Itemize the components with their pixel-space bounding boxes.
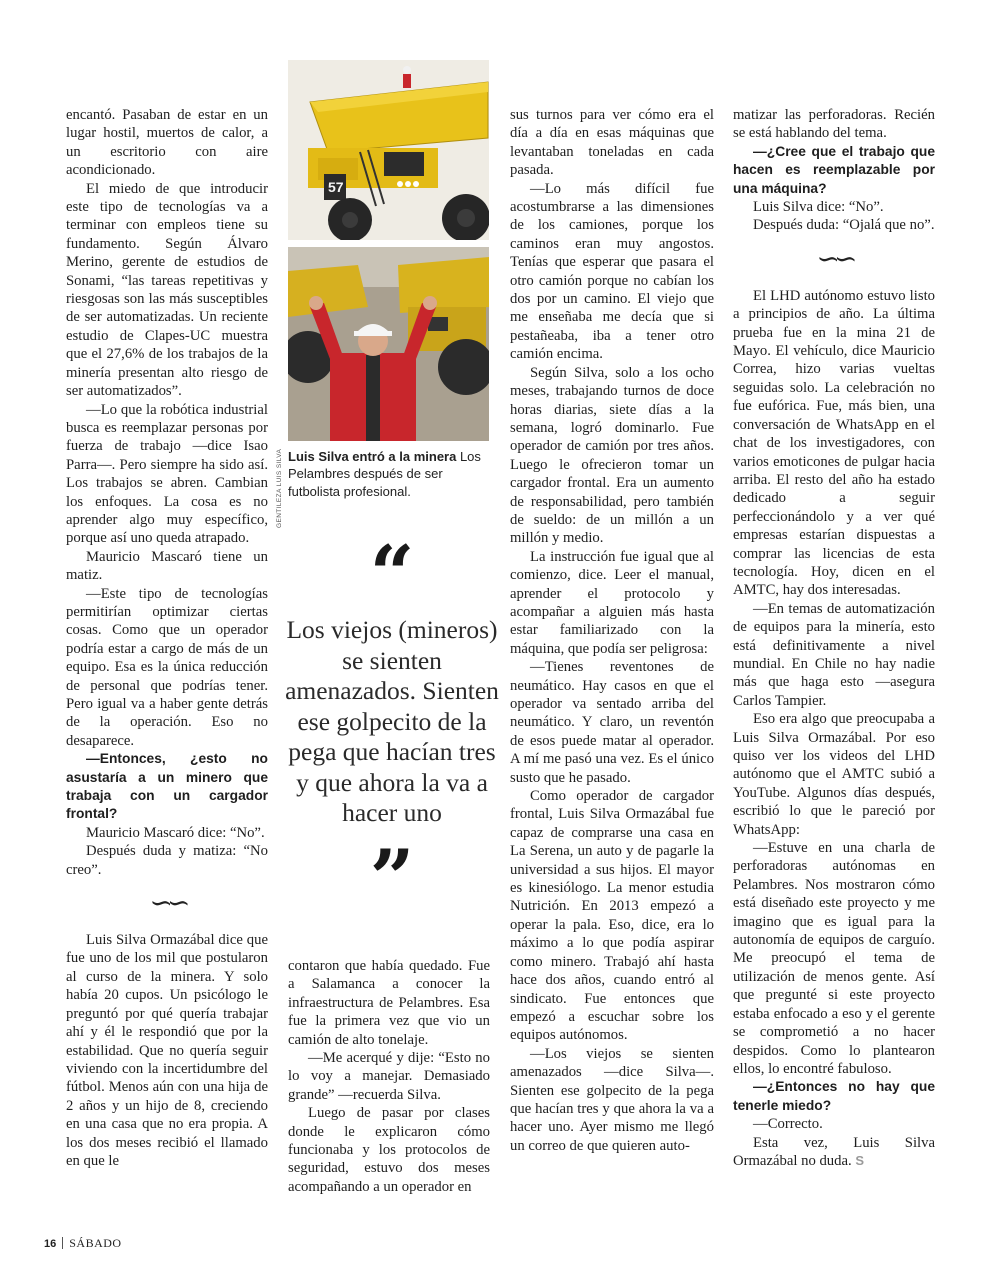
magazine-name: SÁBADO [69,1236,122,1250]
paragraph: Luis Silva Ormazábal dice que fue uno de los mil que postularon al curso de la minera. Y solo había 20 cupos. Un psicólogo le preguntó por qué quería trabajar ahí y él le respondió que por la estabilidad. Que no quería seguir viviendo con la incertidumbre del fútbol. Menos aún con una hija de 2 años y un hijo de 8, creciendo en una casa que no era propia. A los dos meses recibió el llamado en que le [66,932,268,1169]
paragraph: La instrucción fue igual que al comienzo, dice. Leer el manual, aprender el protocolo y acompañar a alguien más hasta estar familiarizado con la máquina, que podía ser peligrosa: [510,548,714,657]
paragraph: —Tienes reventones de neumático. Hay casos en que el operador va sentado arriba del neumático. Y claro, un reventón de esos puede matar al operador. A mí me pasó una vez. Es el único susto que he pasado. [510,659,714,786]
paragraph: Mauricio Mascaró dice: “No”. [86,824,265,841]
paragraph: Después duda: “Ojalá que no”. [753,217,935,234]
paragraph: —En temas de automatización de equipos para la minería, esto está definitivamente a nivel mundial. En Chile no hay nadie más que haga esto —asegura Carlos Tampier. [733,600,935,709]
paragraph: Luego de pasar por clases donde le explicaron cómo funcionaba y los protocolos de seguridad, estuvo dos meses acompañando a un operador en [288,1105,490,1195]
mining-truck-illustration [288,60,489,240]
paragraph: matizar las perforadoras. Recién se está hablando del tema. [733,107,935,142]
paragraph: —Lo que la robótica industrial busca es reemplazar personas por fuerza de trabajo —dice Isao Parra—. Pero siempre ha sido así. Los trabajos se abren. Cambian los enfoques. La cosa es no aprender algo muy específico, porque así uno queda atrapado. [66,401,268,547]
miner-portrait-illustration [288,247,489,441]
mining-truck-photo [288,60,489,240]
article-column-2 [288,957,490,1196]
article-column-4 [733,106,935,1170]
photo-caption [288,448,493,500]
paragraph: —Lo más difícil fue acostumbrarse a las dimensiones de los camiones, porque los caminos eran muy angostos. Tenías que esperar que pasara el otro camión porque no cabían los dos por un camino. El viejo que me enseñaba me decía que si pestañeaba, iba a tener otro camión encima. [510,180,714,363]
paragraph: Eso era algo que preocupaba a Luis Silva Ormazábal. Por eso quiso ver los videos del LHD autónomo que el AMTC subió a YouTube. Algunos días después, escribió lo que le pareció por WhatsApp: [733,711,935,838]
paragraph: —Los viejos se sienten amenazados —dice Silva—. Sienten ese golpecito de la pega que hacían tres y que ahora la va a hacer uno. Ayer mismo me llegó un correo de que quieren auto- [510,1045,714,1154]
section-ornament: ∽∽ [816,241,852,275]
paragraph: —Estuve en una charla de perforadoras autónomas en Pelambres. Nos mostraron cómo está diseñado este proyecto y me imagino que es igual para la autonomía de equipos de carguío. Me preocupó el tema de utilización de menos gente. Así que pregunté si este proyecto estaba enfocado a eso y el gerente se comprometió a no hacer despidos. Como lo plantearon ellos, lo encontré fabuloso. [733,840,935,1077]
end-mark-icon: S [855,1152,865,1168]
paragraph: —Este tipo de tecnologías permitirían optimizar ciertas cosas. Como que un operador podría estar a cargo de más de un equipo. Esa es la única reducción de personal que podrías tener. Pero igual va a haber gente detrás de la operación. Eso no desaparece. [66,585,268,749]
page-footer [44,1236,122,1251]
close-quote-icon: ” [369,832,415,924]
photo-credit: GENTILEZA LUIS SILVA [276,448,283,528]
open-quote-icon: “ [369,529,415,620]
article-column-1 [66,106,268,1170]
paragraph: El miedo de que introducir este tipo de tecnologías va a terminar con empleos tiene su fundamento. Según Álvaro Merino, gerente de estudios de Sonami, “las tareas repetitivas y riesgosas son las más susceptibles de ser automatizadas. Un reciente estudio de Clapes-UC muestra que el 27,6% de los trabajos de la minería presentan alto riesgo de ser automatizados”. [66,180,268,400]
interview-question: —¿Cree que el trabajo que hacen es reemplazable por una máquina? [733,143,935,196]
paragraph: —Correcto. [753,1116,823,1133]
pull-quote-text: Los viejos (mineros) se sienten amenazados. Sienten ese golpecito de la pega que hacían tres y que ahora la va a hacer uno [285,615,499,827]
caption-text: Los Pelambres después de ser futbolista profesional. [288,449,481,499]
paragraph: Según Silva, solo a los ocho meses, trabajando turnos de doce horas diarias, siete días a la semana, logró dominarlo. Fue operador de camión por tres años. Luego le ofrecieron tomar un cargador frontal. Era un aumento de responsabilidad, pero también de sueldo: de un millón a un millón y medio. [510,364,714,547]
paragraph: contaron que había quedado. Fue a Salamanca a conocer la infraestructura de Pelambres. Esa fue la primera vez que vio un camión de alto tonelaje. [288,958,490,1048]
footer-divider [62,1237,63,1249]
paragraph: El LHD autónomo estuvo listo a principios de año. La última prueba fue en la mina 21 de Mayo. El vehículo, dice Mauricio Correa, hizo varias vueltas seguidas solo. La celebración no fue eufórica. Fue, más bien, una conversación de WhatsApp en el chat de los investigadores, con varios emoticones de pulgar hacia arriba. El resto del año ha estado dedicado a seguir perfeccionándolo y a ver qué empresas estarían dispuestas a comprar las licencias de esta tecnología. Hoy, dicen en el AMTC, hay dos interesadas. [733,287,935,599]
paragraph: sus turnos para ver cómo era el día a día en esas máquinas que levantaban toneladas en cada pasada. [510,107,714,179]
caption-lead: Luis Silva entró a la minera [288,449,457,464]
article-column-3 [510,106,714,1155]
interview-question: —Entonces, ¿esto no asustaría a un minero que trabaja con un cargador frontal? [66,751,268,822]
paragraph: Luis Silva dice: “No”. [753,199,884,216]
closing-sentence: Esta vez, Luis Silva Ormazábal no duda. [733,1134,935,1169]
section-ornament: ∽∽ [149,886,185,920]
interview-question: —¿Entonces no hay que tenerle miedo? [733,1079,935,1113]
truck-number: 57 [328,179,344,195]
paragraph: —Me acerqué y dije: “Esto no lo voy a manejar. Demasiado grande” —recuerda Silva. [288,1050,490,1103]
paragraph: Después duda y matiza: “No creo”. [66,843,268,878]
paragraph: Mauricio Mascaró tiene un matiz. [66,548,268,584]
paragraph: encantó. Pasaban de estar en un lugar hostil, muertos de calor, a un escritorio con aire acondicionado. [66,107,268,179]
paragraph: Como operador de cargador frontal, Luis Silva Ormazábal fue capaz de comprarse una casa en La Serena, un auto y de pagarle la universidad a sus hijos. El mayor es kinesiólogo. La menor estudia Nutrición. En 2013 empezó a operar la pala. Eso, dice, era lo máximo a lo que podía aspirar como minero. Trabajó ahí hasta hace dos años, cuando entró al sindicato. Fue entonces que empezó a escuchar sobre los equipos autónomos. [510,788,714,1044]
page-number: 16 [44,1238,57,1250]
pull-quote [282,529,502,924]
luis-silva-photo [288,247,489,441]
paragraph [733,1134,935,1171]
